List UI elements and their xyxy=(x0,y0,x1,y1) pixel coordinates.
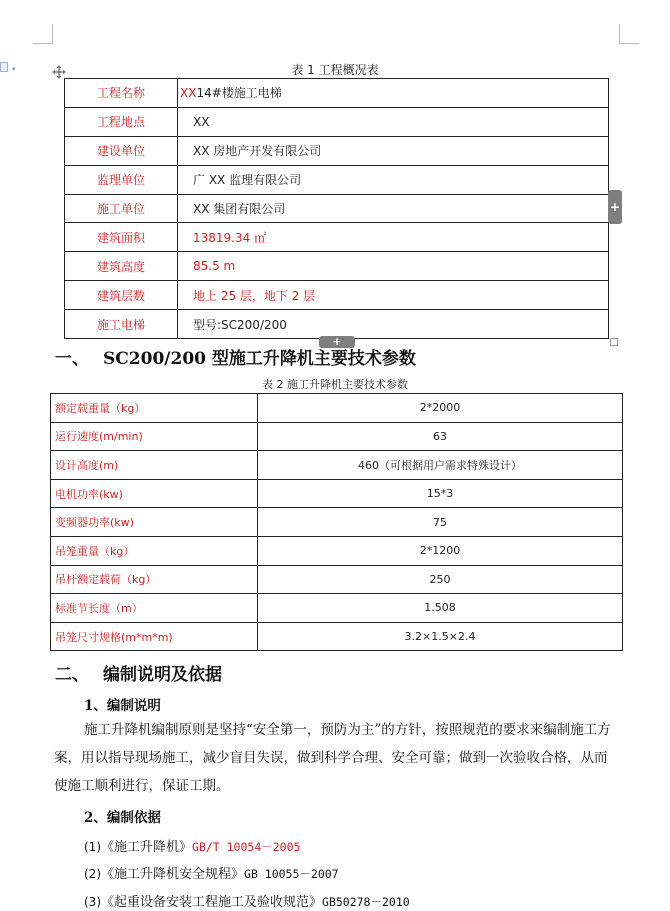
table-row xyxy=(51,622,623,651)
table-value-cell[interactable]: XX 集团有限公司 xyxy=(178,194,609,223)
section-title: SC200/200 型施工升降机主要技术参数 xyxy=(103,349,416,369)
table-row xyxy=(51,479,623,508)
table-value-cell[interactable]: 13819.34 ㎡ xyxy=(178,223,609,252)
table-value-cell[interactable]: XX 房地产开发有限公司 xyxy=(178,136,609,165)
table-label-cell[interactable]: 吊笼尺寸规格(m*m*m) xyxy=(51,622,258,651)
margin-corner-top-left xyxy=(33,24,53,44)
section-heading xyxy=(55,344,416,369)
table-value-cell[interactable]: 广 XX 监理有限公司 xyxy=(178,165,609,194)
reference-item[interactable] xyxy=(84,863,339,882)
table-value-cell[interactable]: 2*1200 xyxy=(258,536,623,565)
table2-caption: 表 2 施工升降机主要技术参数 xyxy=(262,378,408,391)
add-row-icon[interactable]: + xyxy=(319,336,355,348)
table1-caption: 表 1 工程概况表 xyxy=(291,63,379,77)
table-label-cell[interactable]: 变频器功率(kw) xyxy=(51,508,258,537)
reference-prefix: (1) xyxy=(84,840,101,854)
table-value-cell[interactable]: 250 xyxy=(258,565,623,594)
table-label-cell[interactable]: 电机功率(kw) xyxy=(51,479,258,508)
tech-params-table xyxy=(50,393,623,651)
table-row xyxy=(51,594,623,623)
table-value-cell[interactable]: 2*2000 xyxy=(258,394,623,423)
section-number: 二、 xyxy=(55,665,89,685)
table-value-cell[interactable]: 3.2×1.5×2.4 xyxy=(258,622,623,651)
table-row xyxy=(51,422,623,451)
reference-prefix: (3) xyxy=(84,895,101,909)
value-text: 14#楼施工电梯 xyxy=(196,86,282,101)
subsection-heading: 2、编制依据 xyxy=(84,810,161,826)
table-row xyxy=(65,281,609,310)
table-value-cell[interactable]: 85.5 m xyxy=(178,252,609,281)
table-value-cell[interactable] xyxy=(178,79,609,108)
table-value-cell[interactable]: 型号:SC200/200 xyxy=(178,310,609,339)
table-value-cell[interactable]: 460（可根据用户需求特殊设计） xyxy=(258,451,623,480)
table-row xyxy=(51,394,623,423)
add-column-icon[interactable]: + xyxy=(608,190,622,224)
reference-name: 《施工升降机安全规程》 xyxy=(101,867,245,882)
placeholder-text: XX xyxy=(180,86,197,101)
table-row xyxy=(65,223,609,252)
table-row xyxy=(51,565,623,594)
table-row xyxy=(65,107,609,136)
reference-item[interactable] xyxy=(84,836,300,855)
table-label-cell[interactable]: 施工单位 xyxy=(65,194,178,223)
table-row xyxy=(51,451,623,480)
table-value-cell[interactable]: 1.508 xyxy=(258,594,623,623)
section-heading xyxy=(55,660,222,685)
margin-corner-top-right xyxy=(619,24,639,44)
table-value-cell[interactable]: 63 xyxy=(258,422,623,451)
table-label-cell[interactable]: 额定载重量（kg） xyxy=(51,394,258,423)
reference-name: 《起重设备安装工程施工及验收规范》 xyxy=(101,895,323,910)
project-overview-table xyxy=(64,78,609,339)
table-label-cell[interactable]: 建筑高度 xyxy=(65,252,178,281)
table-row xyxy=(65,252,609,281)
section-title: 编制说明及依据 xyxy=(103,665,222,685)
resize-table-icon[interactable] xyxy=(610,338,618,346)
table-label-cell[interactable]: 施工电梯 xyxy=(65,310,178,339)
table-value-cell[interactable]: XX xyxy=(178,107,609,136)
section-number: 一、 xyxy=(55,349,89,369)
table-label-cell[interactable]: 建筑面积 xyxy=(65,223,178,252)
subsection-heading: 1、编制说明 xyxy=(84,698,161,714)
table-label-cell[interactable]: 工程地点 xyxy=(65,107,178,136)
table-value-cell[interactable]: 地上 25 层，地下 2 层 xyxy=(178,281,609,310)
table-label-cell[interactable]: 建设单位 xyxy=(65,136,178,165)
table-label-cell[interactable]: 建筑层数 xyxy=(65,281,178,310)
reference-code: GB50278－2010 xyxy=(322,895,410,909)
table-row xyxy=(65,165,609,194)
reference-item[interactable] xyxy=(84,891,410,910)
body-paragraph[interactable]: 施工升降机编制原则是坚持“安全第一，预防为主”的方针，按照规范的要求来编制施工方案，用以指导现场施工，减少盲目失误，做到科学合理、安全可靠；做到一次验收合格，从而使施工顺利进行，保证工期。 xyxy=(54,722,611,794)
reference-name: 《施工升降机》 xyxy=(101,840,193,855)
table-row xyxy=(65,79,609,108)
table-row xyxy=(51,508,623,537)
table-value-cell[interactable]: 75 xyxy=(258,508,623,537)
table-label-cell[interactable]: 设计高度(m) xyxy=(51,451,258,480)
table-row xyxy=(65,136,609,165)
table-row xyxy=(65,194,609,223)
table-value-cell[interactable]: 15*3 xyxy=(258,479,623,508)
reference-code: GB 10055－2007 xyxy=(244,867,339,881)
table-label-cell[interactable]: 运行速度(m/min) xyxy=(51,422,258,451)
reference-code: GB/T 10054－2005 xyxy=(192,840,301,854)
table-row xyxy=(51,536,623,565)
table-label-cell[interactable]: 标准节长度（m） xyxy=(51,594,258,623)
table-label-cell[interactable]: 吊杆额定载荷（kg） xyxy=(51,565,258,594)
table-label-cell[interactable]: 监理单位 xyxy=(65,165,178,194)
table-label-cell[interactable]: 吊笼重量（kg） xyxy=(51,536,258,565)
reference-prefix: (2) xyxy=(84,867,101,881)
table-label-cell[interactable]: 工程名称 xyxy=(65,79,178,108)
chevron-down-icon[interactable]: ▾ xyxy=(12,65,16,73)
